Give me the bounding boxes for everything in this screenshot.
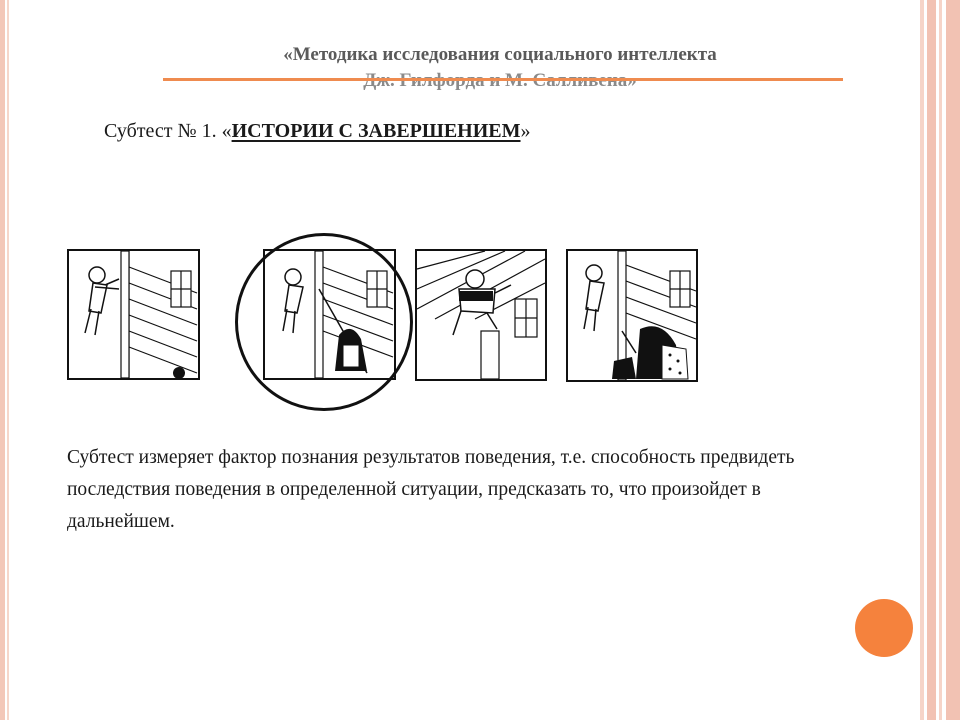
subtest-heading <box>104 120 531 143</box>
slide-title-line2 <box>160 68 840 94</box>
slide-title <box>160 42 840 94</box>
left-decor-stripe-thin <box>7 0 9 720</box>
story-panel-4 <box>566 249 698 382</box>
right-decor-stripe <box>939 0 942 720</box>
right-decor-stripe <box>946 0 960 720</box>
subtest-prefix: Субтест № 1. « <box>104 120 232 142</box>
subtest-name: ИСТОРИИ С ЗАВЕРШЕНИЕМ <box>231 120 521 142</box>
left-decor-stripe <box>0 0 5 720</box>
title-divider <box>163 78 843 81</box>
story-panel-1 <box>67 249 200 380</box>
accent-circle <box>855 599 913 657</box>
subtest-description: Субтест измеряет фактор познания результатов поведения, т.е. способность предвидеть последствия поведения в определенной ситуации, предсказать то, что произойдет в дальнейшем. <box>67 447 795 532</box>
story-panel-3 <box>415 249 547 381</box>
right-decor-stripe <box>920 0 924 720</box>
right-decor-stripe <box>927 0 936 720</box>
highlight-circle <box>235 233 413 411</box>
slide-title-line1: «Методика исследования социального интеллекта <box>283 44 717 65</box>
subtest-suffix: » <box>520 120 531 142</box>
